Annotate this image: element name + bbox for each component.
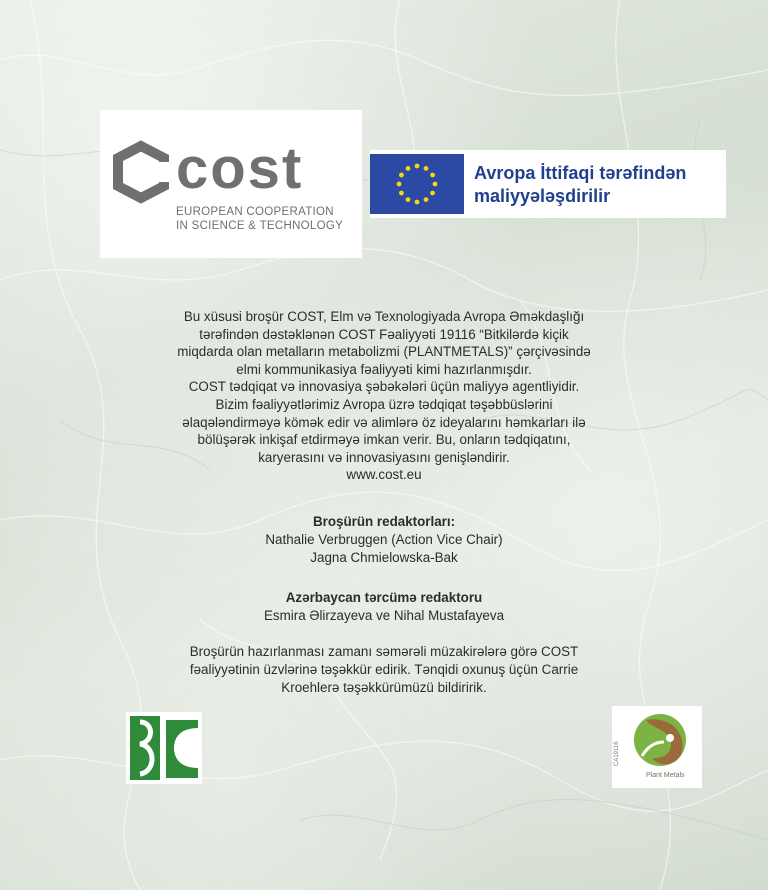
intro-line: bölüşərək inkişaf etdirməyə imkan verir. Bu, onların tədqiqatını,: [197, 432, 571, 448]
editors-section: [110, 513, 658, 567]
plant-metals-code: CA19116: [614, 741, 620, 766]
plant-metals-icon: [612, 706, 702, 776]
translation-editor-section: [110, 589, 658, 625]
translation-editor-names: Esmira Əlirzayeva ve Nihal Mustafayeva: [263, 608, 505, 623]
cost-subtitle: [176, 205, 356, 233]
cost-subtitle-line1: EUROPEAN COOPERATION: [176, 206, 334, 218]
acknowledgement-line: Broşürün hazırlanması zamanı səmərəli müzakirələrə görə COST: [189, 644, 579, 659]
acknowledgement-line: fəaliyyətinin üzvlərinə təşəkkür edirik. Tənqidi oxunuş üçün Carrie: [189, 662, 579, 677]
eu-text-line2: maliyyələşdirilir: [474, 186, 611, 206]
eu-text-line1: Avropa İttifaqi tərəfindən: [474, 163, 687, 183]
intro-line: elmi kommunikasiya fəaliyyəti kimi hazırlanmışdır.: [236, 361, 532, 377]
cost-logo: [100, 110, 362, 258]
eu-funding-text: [474, 162, 724, 208]
cost-hexagon-icon: [110, 138, 172, 208]
bc-logo: [126, 712, 202, 784]
bc-logo-icon: [126, 712, 202, 784]
cost-wordmark: cost: [176, 136, 304, 201]
intro-line: tərəfindən dəstəklənən COST Fəaliyyəti 19116 “Bitkilərdə kiçik: [199, 326, 569, 342]
cost-subtitle-line2: IN SCIENCE & TECHNOLOGY: [176, 220, 344, 232]
acknowledgement-paragraph: [110, 643, 658, 697]
translation-heading: Azərbaycan tərcümə redaktoru: [285, 590, 483, 605]
editor-name: Jagna Chmielowska-Bak: [310, 550, 458, 565]
website-link[interactable]: www.cost.eu: [346, 467, 422, 483]
plant-metals-caption: Plant Metals: [646, 772, 685, 779]
intro-line: miqdarda olan metalların metabolizmi (PLANTMETALS)” çərçivəsində: [177, 344, 591, 360]
eu-funding-badge: [370, 150, 726, 218]
intro-line: COST tədqiqat və innovasiya şəbəkələri üçün maliyyə agentliyidir.: [188, 379, 580, 395]
editor-name: Nathalie Verbruggen (Action Vice Chair): [265, 532, 503, 547]
acknowledgement-line: Kroehlerə təşəkkürümüzü bildiririk.: [281, 680, 487, 695]
plant-metals-logo: [612, 706, 702, 788]
eu-flag-icon: [370, 154, 464, 214]
intro-line: Bu xüsusi broşür COST, Elm və Texnologiyada Avropa Əməkdaşlığı: [183, 309, 585, 324]
intro-line: əlaqələndirməyə kömək edir və alimlərə öz ideyalarını həmkarları ilə: [182, 414, 586, 430]
editors-heading: Broşürün redaktorları:: [312, 514, 456, 529]
intro-line: karyerasını və innovasiyasını genişləndirir.: [258, 449, 510, 465]
intro-line: Bizim fəaliyyətlərimiz Avropa üzrə tədqiqat təşəbbüslərini: [215, 396, 553, 412]
intro-paragraph: [110, 308, 658, 484]
